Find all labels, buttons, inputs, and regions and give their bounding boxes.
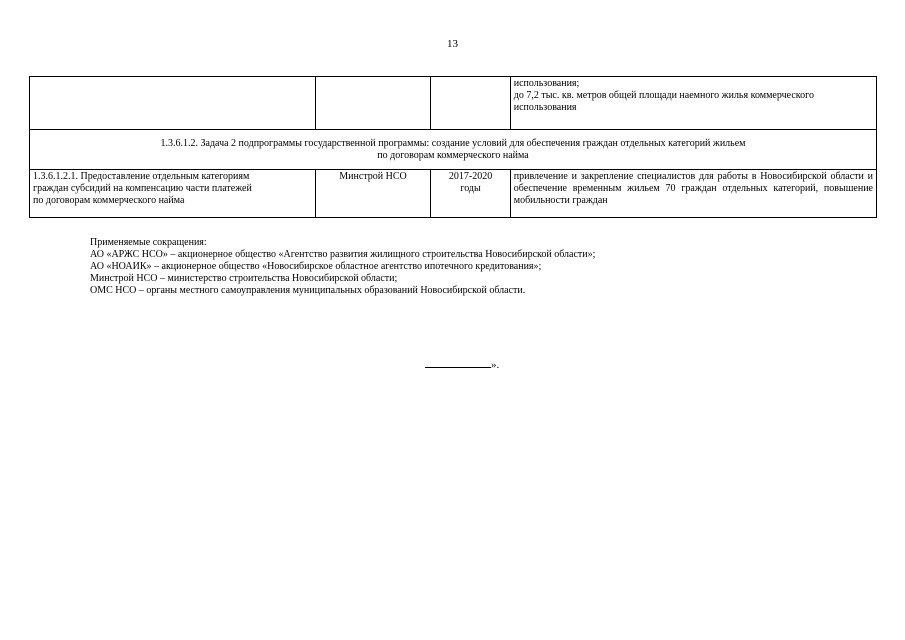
abbreviation-item: ОМС НСО – органы местного самоуправления муниципальных образований Новосибирской области. (90, 285, 526, 296)
task-header-line: 1.3.6.1.2. Задача 2 подпрограммы государственной программы: создание условий для обеспечения граждан отдельных категорий жильем (160, 137, 746, 149)
table-cell (30, 77, 316, 130)
abbreviations-block (90, 237, 880, 297)
closing-mark: ». (491, 359, 500, 371)
abbreviation-item: Минстрой НСО – министерство строительства Новосибирской области; (90, 273, 398, 284)
program-table (29, 76, 877, 218)
abbreviation-item: АО «НОАИК» – акционерное общество «Новосибирское областное агентство ипотечного кредитования»; (90, 261, 542, 272)
measure-cell (30, 170, 316, 218)
result-cell: привлечение и закрепление специалистов для работы в Новосибирской области и обеспечение временным жильем 70 граждан отдельных категорий, повышение мобильности граждан (510, 170, 876, 218)
table-cell (431, 77, 510, 130)
cell-text-line: использования (513, 102, 577, 113)
table-row (30, 77, 877, 130)
cell-text-line: годы (460, 183, 481, 194)
cell-text-line: 2017-2020 (448, 171, 493, 182)
period-cell (431, 170, 510, 218)
cell-text-line: граждан субсидий на компенсацию части платежей (33, 183, 252, 194)
cell-text-line: по договорам коммерческого найма (33, 195, 185, 206)
task-header-line: по договорам коммерческого найма (377, 149, 529, 161)
page-number: 13 (447, 38, 458, 50)
cell-text-line: 1.3.6.1.2.1. Предоставление отдельным категориям (33, 171, 250, 182)
table-cell (315, 77, 431, 130)
task-header-row (30, 130, 877, 170)
executor-cell: Минстрой НСО (315, 170, 431, 218)
cell-text-line: использования; (513, 78, 580, 89)
abbreviations-title: Применяемые сокращения: (90, 237, 207, 248)
table-cell (510, 77, 876, 130)
task-header-cell (30, 130, 877, 170)
signature-underline (425, 357, 491, 368)
abbreviation-item: АО «АРЖС НСО» – акционерное общество «Агентство развития жилищного строительства Новосибирской области»; (90, 249, 596, 260)
closing-line (425, 357, 499, 371)
table-row (30, 170, 877, 218)
cell-text-line: до 7,2 тыс. кв. метров общей площади наемного жилья коммерческого (513, 90, 814, 101)
